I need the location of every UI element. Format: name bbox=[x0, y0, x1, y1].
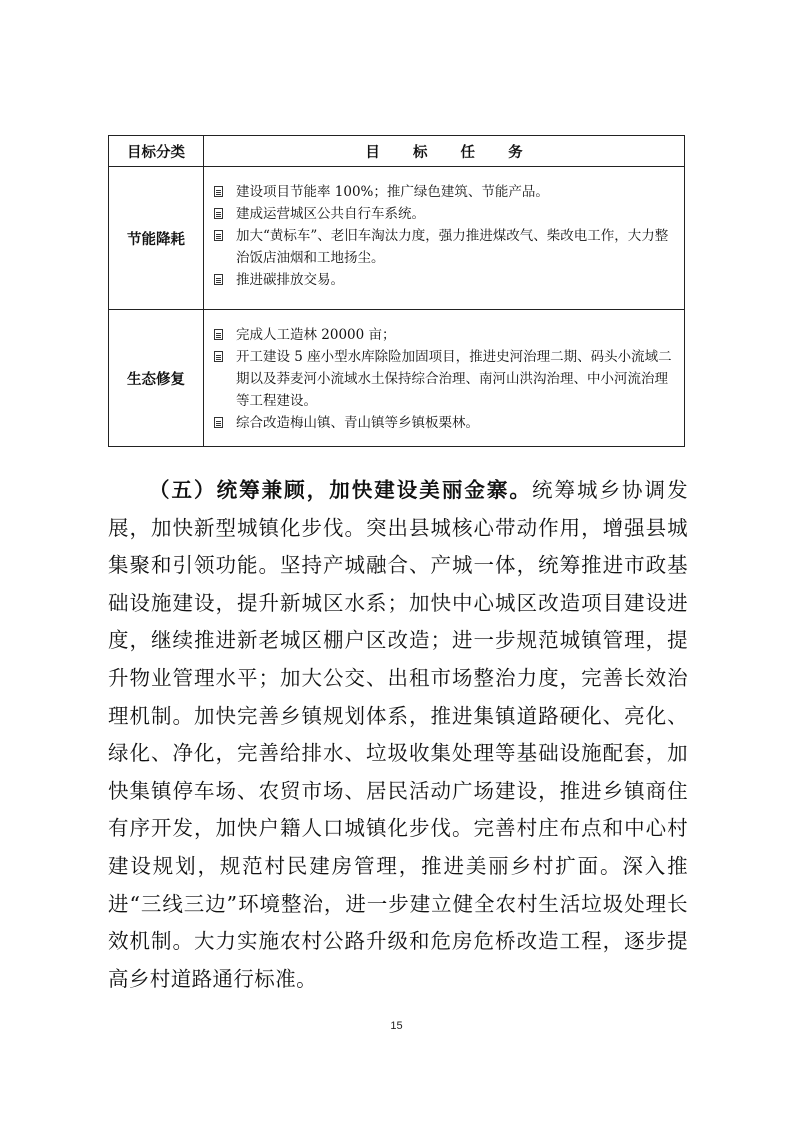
header-category: 目标分类 bbox=[109, 136, 204, 167]
category-cell: 生态修复 bbox=[109, 310, 204, 447]
document-icon bbox=[214, 230, 223, 241]
document-icon bbox=[214, 351, 223, 362]
task-item bbox=[214, 346, 676, 412]
document-icon bbox=[214, 186, 223, 197]
task-text: 建成运营城区公共自行车系统。 bbox=[236, 206, 425, 222]
table-header-row bbox=[109, 136, 685, 167]
document-icon bbox=[214, 329, 223, 340]
task-item bbox=[214, 225, 676, 269]
body-paragraph bbox=[108, 472, 688, 998]
paragraph-body: 统筹城乡协调发展，加快新型城镇化步伐。突出县城核心带动作用，增强县城集聚和引领功能。坚持产城融合、产城一体，统筹推进市政基础设施建设，提升新城区水系；加快中心城区改造项目建设进度，继续推进新老城区棚户区改造；进一步规范城镇管理，提升物业管理水平；加大公交、出租市场整治力度，完善长效治理机制。加快完善乡镇规划体系，推进集镇道路硬化、亮化、绿化、净化，完善给排水、垃圾收集处理等基础设施配套，加快集镇停车场、农贸市场、居民活动广场建设，推进乡镇商住有序开发，加快户籍人口城镇化步伐。完善村庄布点和中心村建设规划，规范村民建房管理，推进美丽乡村扩面。深入推进“三线三边”环境整治，进一步建立健全农村生活垃圾处理长效机制。大力实施农村公路升级和危房危桥改造工程，逐步提高乡村道路通行标准。 bbox=[108, 478, 688, 991]
task-text: 开工建设 5 座小型水库除险加固项目，推进史河治理二期、码头小流域二期以及莽麦河小流域水土保持综合治理、南河山洪沟治理、中小河流治理等工程建设。 bbox=[236, 349, 672, 409]
task-list bbox=[214, 324, 676, 434]
task-item bbox=[214, 412, 676, 434]
task-text: 加大“黄标车”、老旧车淘汰力度，强力推进煤改气、柴改电工作，大力整治饭店油烟和工地扬尘。 bbox=[236, 228, 669, 266]
target-table bbox=[108, 135, 685, 447]
task-text: 推进碳排放交易。 bbox=[236, 272, 344, 288]
task-cell bbox=[204, 310, 685, 447]
document-icon bbox=[214, 274, 223, 285]
header-task: 目 标 任 务 bbox=[204, 136, 685, 167]
task-list bbox=[214, 181, 676, 291]
table-row bbox=[109, 310, 685, 447]
task-item bbox=[214, 269, 676, 291]
task-text: 完成人工造林 20000 亩； bbox=[236, 327, 396, 343]
task-text: 建设项目节能率 100%；推广绿色建筑、节能产品。 bbox=[236, 184, 549, 200]
task-item bbox=[214, 324, 676, 346]
page-number: 15 bbox=[390, 1020, 403, 1032]
table-row bbox=[109, 167, 685, 310]
task-text: 综合改造梅山镇、青山镇等乡镇板栗林。 bbox=[236, 415, 479, 431]
paragraph-heading: （五）统筹兼顾，加快建设美丽金寨。 bbox=[149, 478, 532, 502]
task-item bbox=[214, 181, 676, 203]
task-cell bbox=[204, 167, 685, 310]
category-cell: 节能降耗 bbox=[109, 167, 204, 310]
document-icon bbox=[214, 208, 223, 219]
task-item bbox=[214, 203, 676, 225]
document-icon bbox=[214, 417, 223, 428]
